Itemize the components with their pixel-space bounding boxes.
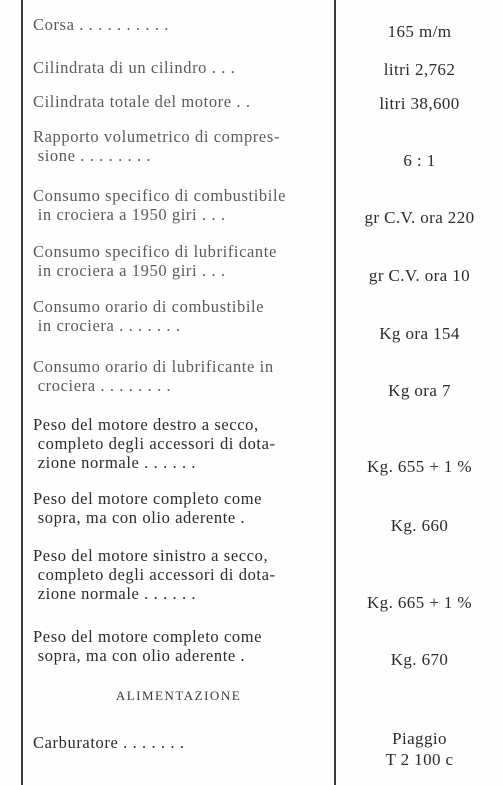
row-value-carburatore-line1: Piaggio: [392, 729, 447, 748]
row-value-consumo-orario-combustibile: Kg ora 154: [379, 324, 460, 343]
row-label-cilindrata-totale: Cilindrata totale del motore . .: [33, 92, 251, 111]
row-value-consumo-orario-lubrificante: Kg ora 7: [388, 381, 451, 400]
row-value-peso-motore-completo-1: Kg. 660: [390, 516, 449, 535]
row-value-peso-motore-completo-2: Kg. 670: [390, 650, 449, 669]
row-label-peso-motore-sinistro: Peso del motore sinistro a secco, completo degli accessori di dota- zione normale . . . . . .: [33, 546, 276, 603]
section-title-alimentazione: ALIMENTAZIONE: [115, 688, 242, 703]
row-value-cilindrata-cilindro: litri 2,762: [383, 60, 456, 79]
row-value-consumo-specifico-combustibile: gr C.V. ora 220: [364, 208, 475, 227]
row-label-consumo-orario-lubrificante: Consumo orario di lubrificante in crociera . . . . . . . .: [33, 357, 274, 395]
row-label-consumo-specifico-lubrificante: Consumo specifico di lubrificante in crociera a 1950 giri . . .: [33, 242, 277, 280]
row-value-peso-motore-destro: Kg. 655 + 1 %: [367, 457, 472, 476]
row-label-peso-motore-completo-2: Peso del motore completo come sopra, ma con olio aderente .: [33, 627, 263, 665]
left-column-rule: [21, 0, 23, 785]
row-label-carburatore: Carburatore . . . . . . .: [33, 733, 185, 752]
row-value-cilindrata-totale: litri 38,600: [379, 94, 460, 113]
row-label-cilindrata-cilindro: Cilindrata di un cilindro . . .: [33, 58, 236, 77]
row-label-peso-motore-completo-1: Peso del motore completo come sopra, ma con olio aderente .: [33, 489, 263, 527]
row-value-rapporto-volumetrico: 6 : 1: [403, 151, 436, 170]
row-label-corsa: Corsa . . . . . . . . . .: [33, 15, 169, 34]
row-label-peso-motore-destro: Peso del motore destro a secco, completo degli accessori di dota- zione normale . . . . . .: [33, 415, 276, 472]
row-value-carburatore-line2: T 2 100 c: [385, 750, 454, 769]
row-label-rapporto-volumetrico: Rapporto volumetrico di compres- sione . . . . . . . .: [33, 127, 280, 165]
row-value-corsa: 165 m/m: [387, 22, 452, 41]
row-label-consumo-specifico-combustibile: Consumo specifico di combustibile in crociera a 1950 giri . . .: [33, 186, 287, 224]
row-value-peso-motore-sinistro: Kg. 665 + 1 %: [367, 593, 472, 612]
row-value-consumo-specifico-lubrificante: gr C.V. ora 10: [368, 266, 471, 285]
row-label-consumo-orario-combustibile: Consumo orario di combustibile in crociera . . . . . . .: [33, 297, 265, 335]
